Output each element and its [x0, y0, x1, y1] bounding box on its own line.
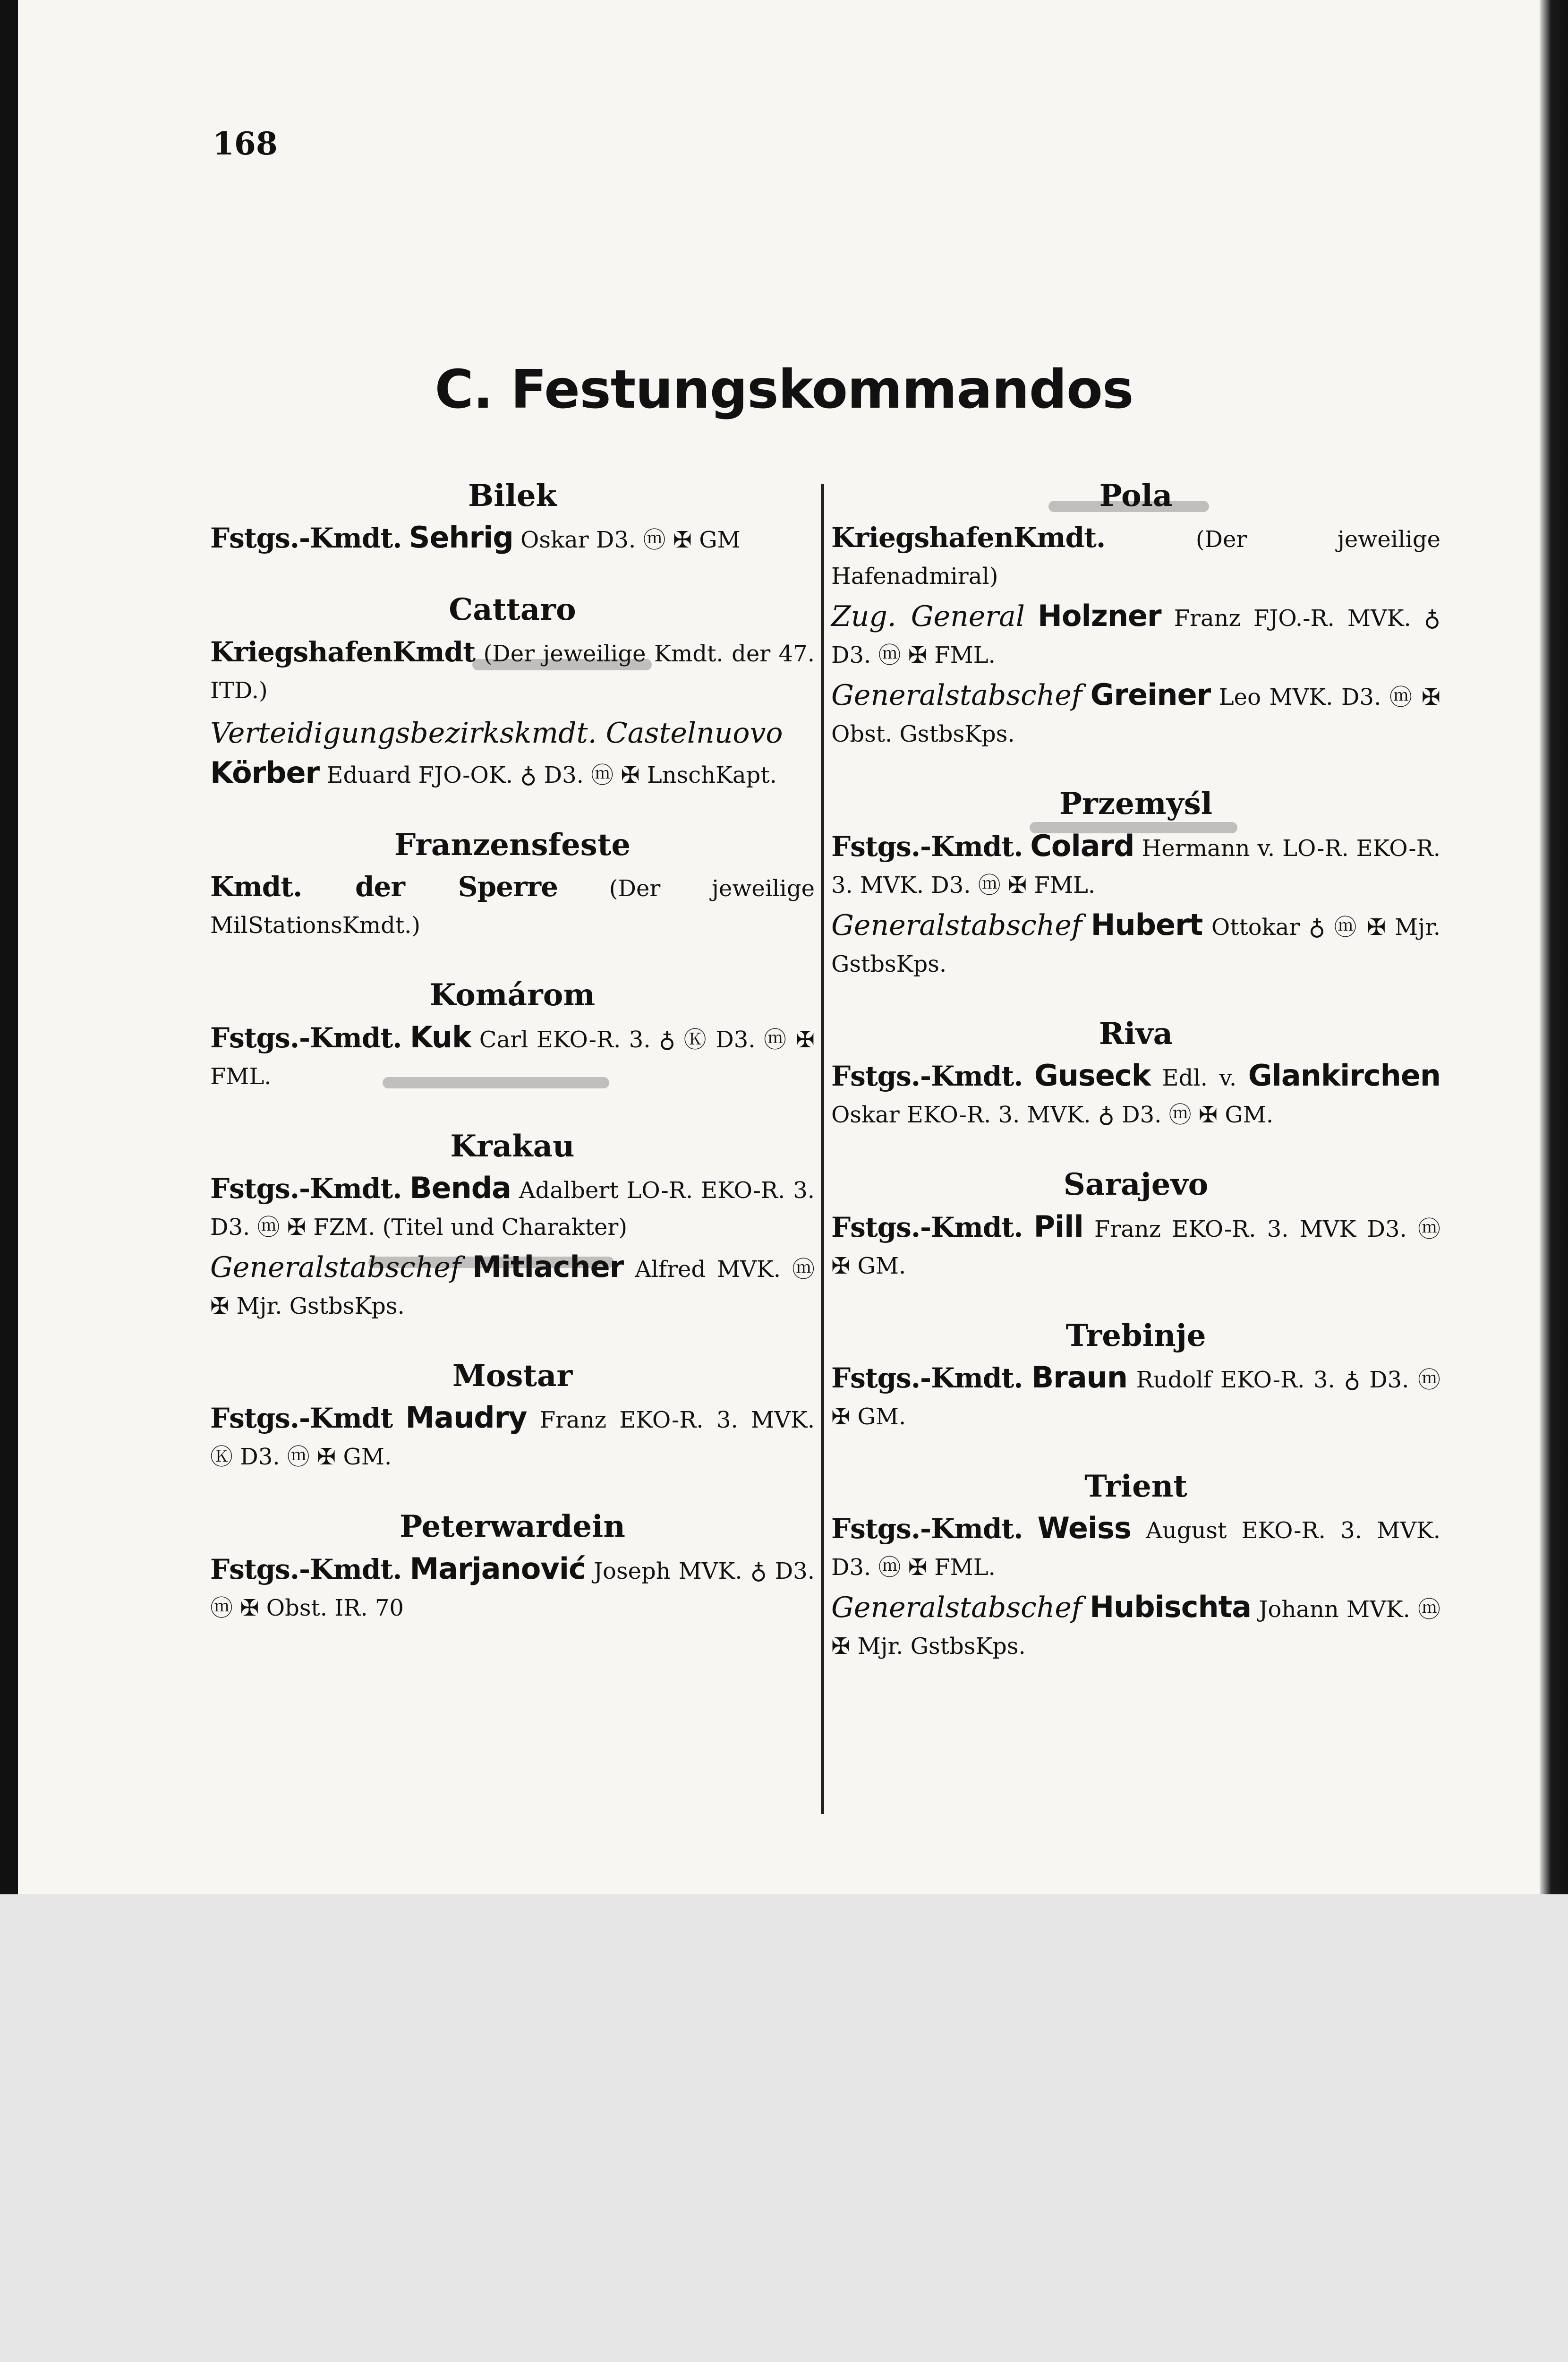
- officer-given-name: Rudolf: [1136, 1366, 1212, 1393]
- position-label: Generalstabschef: [831, 908, 1082, 942]
- column-divider: [821, 484, 824, 1814]
- officer-surname: Marjanović: [409, 1551, 586, 1586]
- rank-label: Kmdt. der Sperre: [210, 871, 558, 903]
- garrison-title: Peterwardein: [400, 1509, 625, 1545]
- officer-given-name: Oskar: [520, 527, 589, 554]
- officer-surname: Benda: [409, 1170, 511, 1205]
- decorations-and-rank: MVK. ♁ D3. ⓜ ✠ Obst. IR. 70: [210, 1558, 815, 1621]
- sub-command-line: Verteidigungsbezirkskmdt. Castelnuovo: [210, 716, 783, 750]
- decorations-and-rank: LO-R. EKO-R. 3. D3. ⓜ ✠ FZM. (Titel und Charakter): [210, 1177, 815, 1241]
- command-entry: [210, 633, 815, 709]
- officer-given-name: Alfred: [635, 1256, 706, 1283]
- rank-label: Fstgs.-Kmdt: [210, 1402, 393, 1435]
- page-number: 168: [213, 125, 278, 162]
- garrison-section: [831, 1319, 1440, 1435]
- command-entry: [831, 1208, 1440, 1284]
- rank-label: Fstgs.-Kmdt.: [210, 1553, 402, 1585]
- rank-label: Fstgs.-Kmdt.: [210, 522, 402, 555]
- officer-given-name: Oskar: [831, 1102, 900, 1129]
- officer-surname: Pill: [1033, 1209, 1083, 1244]
- rank-label: Fstgs.-Kmdt.: [831, 1211, 1023, 1243]
- decorations-and-rank: MVK. D3. ⓜ ✠ Obst. GstbsKps.: [831, 684, 1440, 748]
- garrison-section: [210, 1130, 815, 1325]
- decorations-and-rank: MVK. ⓜ ✠ Mjr. GstbsKps.: [210, 1256, 815, 1319]
- position-label: Zug. General: [831, 600, 1025, 633]
- command-entry: [210, 754, 815, 794]
- decorations-and-rank: EKO-R. 3. MVK. D3. ⓜ ✠ FML.: [831, 1517, 1440, 1581]
- decorations-and-rank: (Der jeweilige MilStationsKmdt.): [210, 875, 815, 939]
- command-entry: [210, 1019, 815, 1095]
- garrison-section: [210, 829, 815, 944]
- garrison-title: Cattaro: [449, 592, 576, 628]
- officer-given-name: Leo: [1219, 684, 1261, 711]
- decorations-and-rank: EKO-R. 3. ♁ Ⓚ D3. ⓜ ✠ FML.: [210, 1026, 815, 1090]
- officer-surname: Weiss: [1037, 1511, 1131, 1546]
- command-entry: [831, 598, 1440, 674]
- officer-surname-continued: Glankirchen: [1248, 1058, 1441, 1093]
- decorations-and-rank: EKO-R. 3. MVK. ♁ D3. ⓜ ✠ GM.: [906, 1102, 1274, 1129]
- garrison-title: Krakau: [450, 1128, 575, 1164]
- officer-given-name: Ottokar: [1211, 914, 1300, 941]
- command-entry: [831, 1057, 1440, 1133]
- officer-surname: Holzner: [1038, 599, 1161, 633]
- garrison-title: Franzensfeste: [394, 827, 631, 863]
- decorations-and-rank: D3. ⓜ ✠ GM: [596, 527, 741, 554]
- rank-label: Fstgs.-Kmdt.: [210, 1172, 402, 1205]
- decorations-and-rank: (Der jeweilige Kmdt. der 47. ITD.): [210, 640, 815, 704]
- officer-surname: Mitlacher: [472, 1249, 624, 1284]
- scan-left-edge: [0, 0, 18, 1894]
- decorations-and-rank: LO-R. EKO-R. 3. MVK. D3. ⓜ ✠ FML.: [831, 835, 1440, 899]
- officer-surname: Körber: [210, 755, 320, 790]
- officer-surname: Hubert: [1091, 907, 1203, 942]
- garrison-section: [831, 787, 1440, 982]
- rank-label: Fstgs.-Kmdt.: [831, 1361, 1023, 1394]
- decorations-and-rank: (Der jeweilige Hafenadmiral): [831, 526, 1440, 590]
- officer-surname: Greiner: [1090, 677, 1211, 712]
- decorations-and-rank: MVK. ⓜ ✠ Mjr. GstbsKps.: [831, 1596, 1440, 1660]
- command-entry: [831, 907, 1440, 983]
- decorations-and-rank: EKO-R. 3. MVK D3. ⓜ ✠ GM.: [831, 1215, 1440, 1279]
- command-entry: [210, 868, 815, 944]
- decorations-and-rank: FJO-OK. ♁ D3. ⓜ ✠ LnschKapt.: [418, 762, 777, 788]
- command-entry: [210, 1170, 815, 1246]
- officer-given-name: August: [1146, 1517, 1227, 1544]
- officer-given-name: Johann: [1259, 1596, 1339, 1623]
- garrison-section: [210, 1510, 815, 1626]
- position-label: Generalstabschef: [831, 1591, 1082, 1625]
- officer-given-name: Adalbert: [519, 1177, 619, 1204]
- command-entry: [831, 676, 1440, 753]
- garrison-title: Komárom: [429, 977, 596, 1013]
- command-entry: [831, 1510, 1440, 1586]
- officer-given-name: Edl. v.: [1162, 1065, 1237, 1092]
- chapter-heading: C. Festungskommandos: [435, 359, 1133, 420]
- decorations-and-rank: FJO.-R. MVK. ♁ D3. ⓜ ✠ FML.: [831, 605, 1440, 669]
- rank-label: Fstgs.-Kmdt.: [210, 1021, 402, 1054]
- garrison-section: [831, 1470, 1440, 1665]
- garrison-title: Trebinje: [1065, 1318, 1206, 1353]
- garrison-title: Przemyśl: [1059, 786, 1213, 822]
- garrison-title: Sarajevo: [1063, 1167, 1209, 1203]
- command-entry: [210, 1550, 815, 1626]
- command-entry: [831, 1359, 1440, 1435]
- rank-label: KriegshafenKmdt.: [831, 522, 1106, 554]
- officer-given-name: Franz: [539, 1407, 606, 1434]
- garrison-section: [831, 479, 1440, 753]
- garrison-title: Riva: [1099, 1016, 1173, 1052]
- officer-surname: Guseck: [1034, 1058, 1150, 1093]
- officer-given-name: Franz: [1094, 1215, 1161, 1242]
- right-column: [831, 479, 1440, 1700]
- position-label: Generalstabschef: [210, 1250, 461, 1284]
- command-entry: [210, 1249, 815, 1325]
- command-entry: [831, 828, 1440, 904]
- position-label: Generalstabschef: [831, 679, 1082, 712]
- command-entry: [210, 1399, 815, 1475]
- command-entry: [831, 519, 1440, 595]
- officer-given-name: Carl: [479, 1026, 528, 1053]
- officer-given-name: Joseph: [593, 1558, 671, 1584]
- decorations-and-rank: EKO-R. 3. MVK. Ⓚ D3. ⓜ ✠ GM.: [210, 1407, 815, 1471]
- officer-surname: Braun: [1031, 1360, 1127, 1395]
- officer-given-name: Eduard: [326, 762, 411, 788]
- rank-label: Fstgs.-Kmdt.: [831, 1060, 1023, 1093]
- decorations-and-rank: EKO-R. 3. ♁ D3. ⓜ ✠ GM.: [831, 1366, 1440, 1430]
- command-entry: [831, 1589, 1440, 1665]
- garrison-title: Pola: [1099, 478, 1173, 513]
- garrison-section: [831, 1018, 1440, 1133]
- officer-given-name: Franz: [1174, 605, 1241, 632]
- command-entry: [210, 519, 815, 558]
- garrison-section: [210, 1360, 815, 1475]
- rank-label: Fstgs.-Kmdt.: [831, 1513, 1023, 1545]
- left-column: [210, 479, 815, 1661]
- garrison-title: Trient: [1084, 1468, 1187, 1504]
- officer-surname: Hubischta: [1090, 1590, 1252, 1625]
- officer-given-name: Hermann v.: [1142, 835, 1275, 862]
- officer-surname: Kuk: [409, 1019, 471, 1054]
- officer-surname: Maudry: [405, 1400, 527, 1435]
- rank-label: KriegshafenKmdt: [210, 635, 476, 668]
- garrison-section: [210, 593, 815, 793]
- garrison-section: [210, 979, 815, 1095]
- scan-right-edge: [1540, 0, 1568, 1894]
- garrison-title: Mostar: [452, 1358, 573, 1394]
- garrison-section: [210, 479, 815, 558]
- rank-label: Fstgs.-Kmdt.: [831, 830, 1023, 863]
- officer-surname: Colard: [1030, 828, 1134, 863]
- garrison-title: Bilek: [468, 478, 557, 513]
- officer-surname: Sehrig: [409, 520, 513, 555]
- garrison-section: [831, 1168, 1440, 1284]
- decorations-and-rank: ♁ ⓜ ✠ Mjr. GstbsKps.: [831, 914, 1441, 977]
